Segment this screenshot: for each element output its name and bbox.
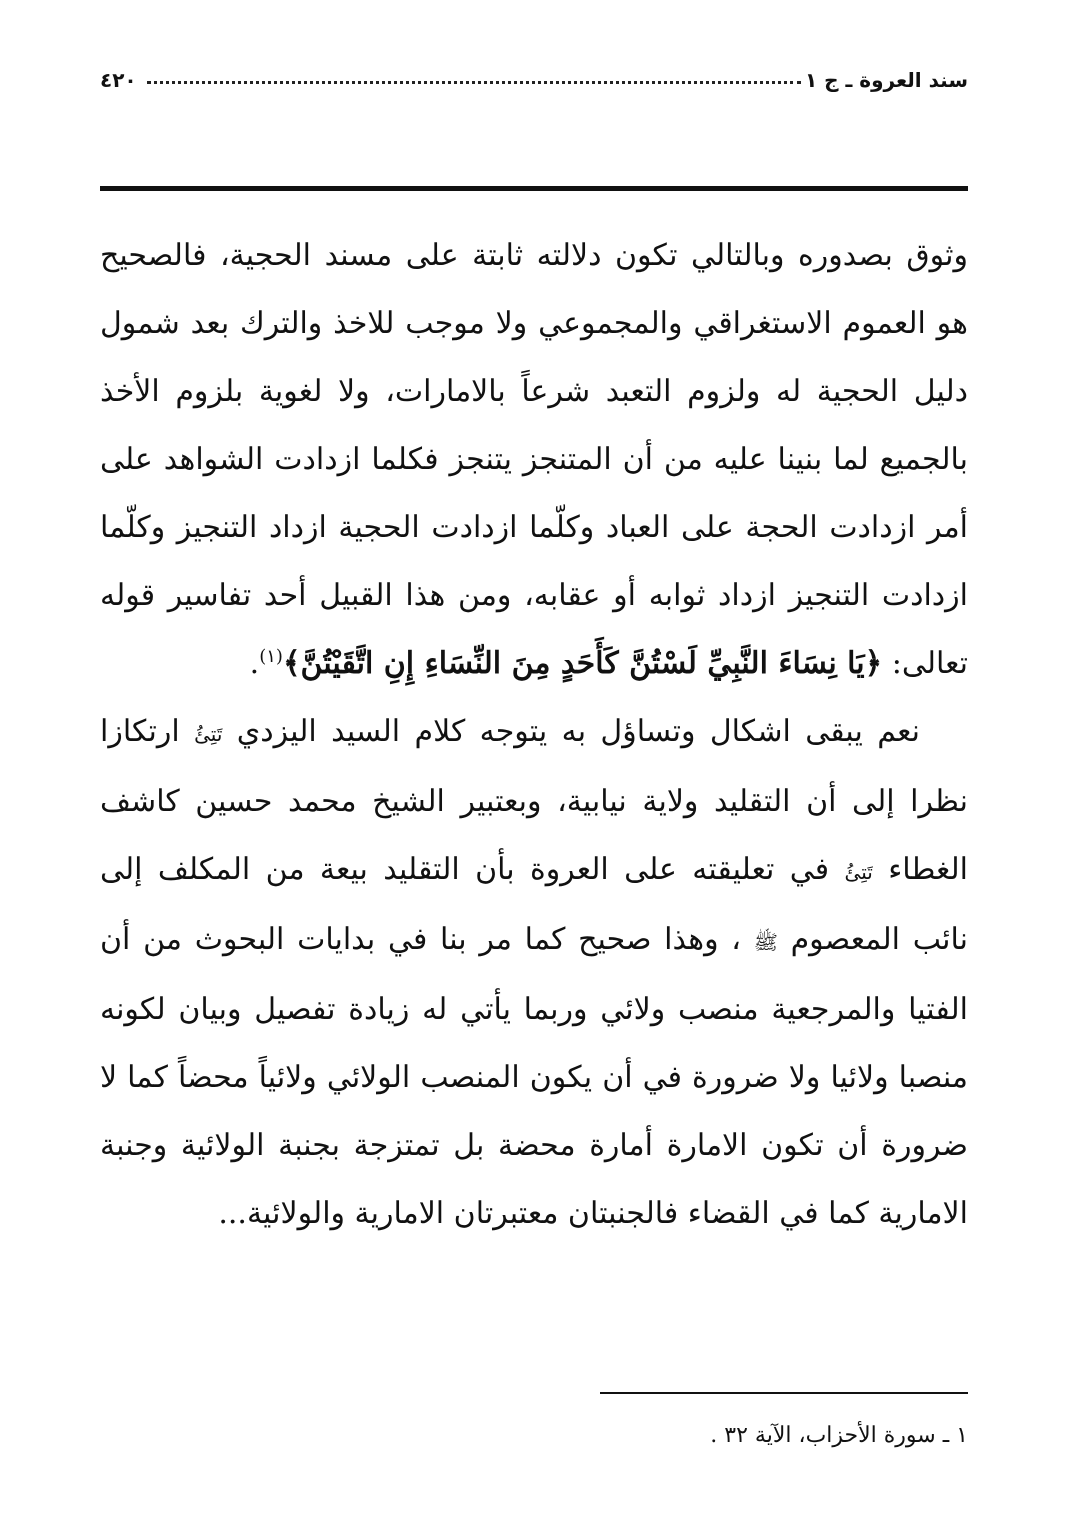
paragraph-2-part-3: في تعليقته على العروة بأن التقليد بيعة من المكلف إلى نائب المعصوم: [100, 852, 969, 957]
quran-verse: ﴿يَا نِسَاءَ النَّبِيِّ لَسْتُنَّ كَأَحَدٍ مِنَ النِّسَاءِ إِنِ اتَّقَيْتُنَّ﴾: [282, 646, 883, 681]
paragraph-2-part-1: نعم يبقى اشكال وتساؤل به يتوجه كلام السيد اليزدي: [222, 714, 920, 749]
paragraph-1-text: وثوق بصدوره وبالتالي تكون دلالته ثابتة على مسند الحجية، فالصحيح هو العموم الاستغراقي والمجموعي ولا موجب للاخذ والترك بعد شمول دليل الحجية له ولزوم التعبد شرعاً بالامارات، ولا لغوية بلزوم الأخذ بالجميع لما بنينا عليه من أن المتنجز يتنجز فكلما ازدادت الشواهد على أمر ازدادت الحجة على العباد وكلّما ازدادت الحجية ازداد التنجيز وكلّما ازدادت التنجيز ازداد ثوابه أو عقابه، ومن هذا القبيل أحد تفاسير قوله تعالى:: [100, 238, 969, 681]
paragraph-1-end: .: [249, 646, 260, 681]
paragraph-1: [100, 222, 968, 698]
paragraph-2-part-4: ، وهذا صحيح كما مر بنا في بدايات البحوث من أن الفتيا والمرجعية منصب ولائي وربما يأتي له زيادة تفصيل وبيان لكونه منصبا ولائيا ولا ضرورة في أن يكون المنصب الولائي ولائياً محضاً كما لا ضرورة أن تكون الامارة أمارة محضة بل تمتزجة بجنبة الولائية وجنبة الامارية كما في القضاء فالجنبتان معتبرتان الامارية والولائية...: [100, 922, 968, 1231]
paragraph-2: [100, 698, 968, 1248]
header-rule: [100, 186, 968, 191]
footnote: ١ ـ سورة الأحزاب، الآية ٣٢ .: [710, 1423, 968, 1448]
footnote-rule: [600, 1392, 968, 1394]
body-text: [100, 222, 968, 1248]
honorific-symbol: تَتِئُ: [194, 722, 223, 746]
page-number: ٤٢٠: [100, 68, 137, 92]
honorific-symbol: ﷺ: [753, 930, 778, 954]
honorific-symbol: تَتِئُ: [844, 860, 873, 884]
footnote-marker: (١): [259, 646, 283, 667]
paragraph-2-part-2: ارتكازا نظرا إلى أن التقليد ولاية نيابية، وبعتبير الشيخ محمد حسين كاشف الغطاء: [100, 714, 969, 887]
running-title: سند العروة ـ ج ١: [804, 68, 968, 92]
dotted-leader: [147, 81, 801, 84]
page-header: [100, 52, 968, 92]
